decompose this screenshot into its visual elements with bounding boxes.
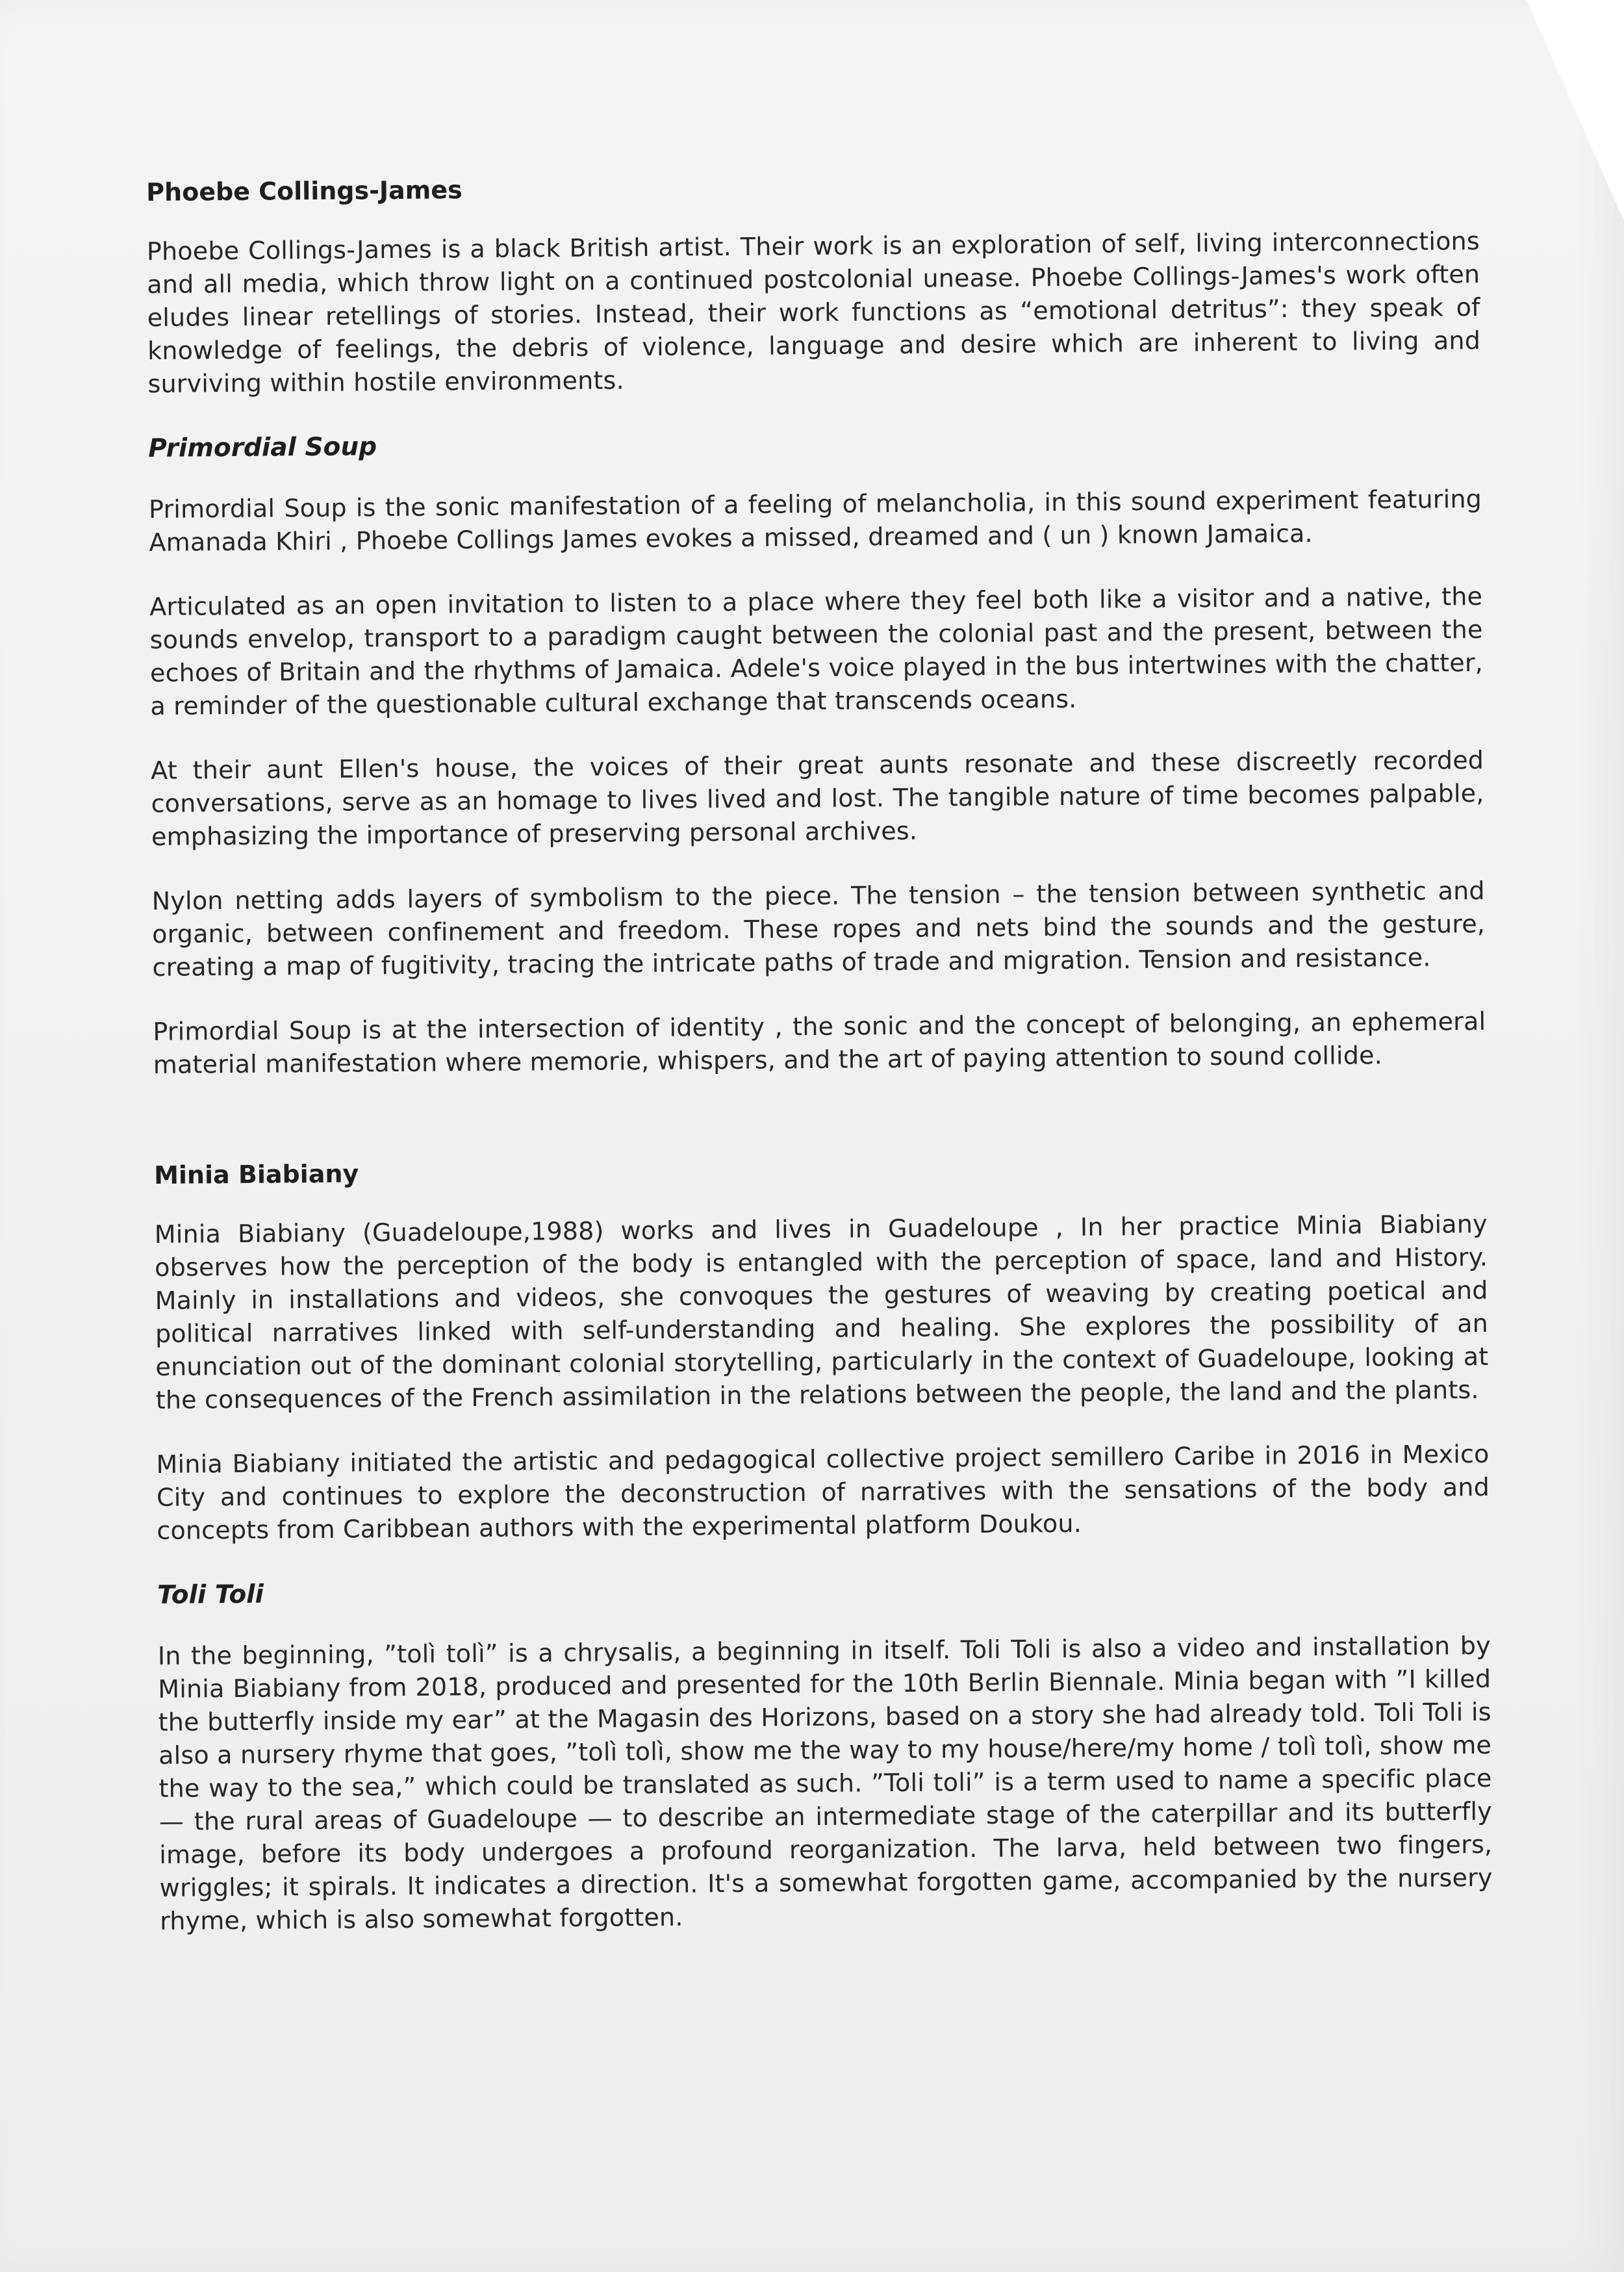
artist-bio: Minia Biabiany initiated the artistic and pedagogical collective project semillero Caribe in 2016 in Mexico City and continues to explore the deconstruction of narratives with the sensations of the body and concepts from Caribbean authors with the experimental platform Doukou. [156,1439,1490,1545]
work-paragraph: In the beginning, ”tolì tolì” is a chrysalis, a beginning in itself. Toli Toli is also a video and installation by Minia Biabiany from 2018, produced and presented for the 10th Berlin Biennale. Minia began with ”I killed the butterfly inside my ear” at the Magasin des Horizons, based on a story she had already told. Toli Toli is also a nursery rhyme that goes, ”tolì tolì, show me the way to my house/here/my home / tolì tolì, show me the way to the sea,” which could be translated as such. ”Toli toli” is a term used to name a specific place — the rural areas of Guadeloupe — to describe an intermediate stage of the caterpillar and its butterfly image, before its body undergoes a profound reorganization. The larva, held between two fingers, wriggles; it spirals. It indicates a direction. It's a somewhat forgotten game, accompanied by the nursery rhyme, which is also somewhat forgotten. [157,1631,1493,1935]
document-body [146,165,1493,1969]
artist-bio: Phoebe Collings-James is a black British artist. Their work is an exploration of self, living interconnections and all media, which throw light on a continued postcolonial unease. Phoebe Collings-James's work often eludes linear retellings of stories. Instead, their work functions as “emotional detritus”: they speak of knowledge of feelings, the debris of violence, language and desire which are inherent to living and surviving within hostile environments. [146,226,1481,398]
artist-bio: Minia Biabiany (Guadeloupe,1988) works and lives in Guadeloupe , In her practice Minia Biabiany observes how the perception of the body is entangled with the perception of space, land and History. Mainly in installations and videos, she convoques the gestures of weaving by creating poetical and political narratives linked with self-understanding and healing. She explores the possibility of an enunciation out of the dominant colonial storytelling, particularly in the context of Guadeloupe, looking at the consequences of the French assimilation in the relations between the people, the land and the plants. [154,1209,1489,1414]
artist-section-phoebe [146,165,1486,1082]
torn-corner [1527,0,1624,221]
work-title: Primordial Soup [148,432,377,463]
work-title: Toli Toli [157,1579,264,1610]
artist-name-heading: Minia Biabiany [153,1159,359,1190]
artist-name-heading: Phoebe Collings-James [146,175,463,207]
work-paragraph: Primordial Soup is at the intersection of identity , the sonic and the concept of belonging, an ephemeral material manifestation where memorie, whispers, and the art of paying attention to sound collide. [153,1006,1486,1079]
work-paragraph: Nylon netting adds layers of symbolism to the piece. The tension – the tension between synthetic and organic, between confinement and freedom. These ropes and nets bind the sounds and the gesture, creating a map of fugitivity, tracing the intricate paths of trade and migration. Tension and resistance. [151,876,1486,982]
work-paragraph: Primordial Soup is the sonic manifestation of a feeling of melancholia, in this sound experiment featuring Amanada Khiri , Phoebe Collings James evokes a missed, dreamed and ( un ) known Jamaica. [148,484,1482,557]
work-paragraph: At their aunt Ellen's house, the voices of their great aunts resonate and these discreetly recorded conversations, serve as an homage to lives lived and lost. The tangible nature of time becomes palpable, emphasizing the importance of preserving personal archives. [151,745,1484,851]
artist-section-minia [154,1148,1493,1938]
work-paragraph: Articulated as an open invitation to listen to a place where they feel both like a visitor and a native, the sounds envelop, transport to a paradigm caught between the colonial past and the present, between the echoes of Britain and the rhythms of Jamaica. Adele's voice played in the bus intertwines with the chatter, a reminder of the questionable cultural exchange that transcends oceans. [149,581,1484,721]
